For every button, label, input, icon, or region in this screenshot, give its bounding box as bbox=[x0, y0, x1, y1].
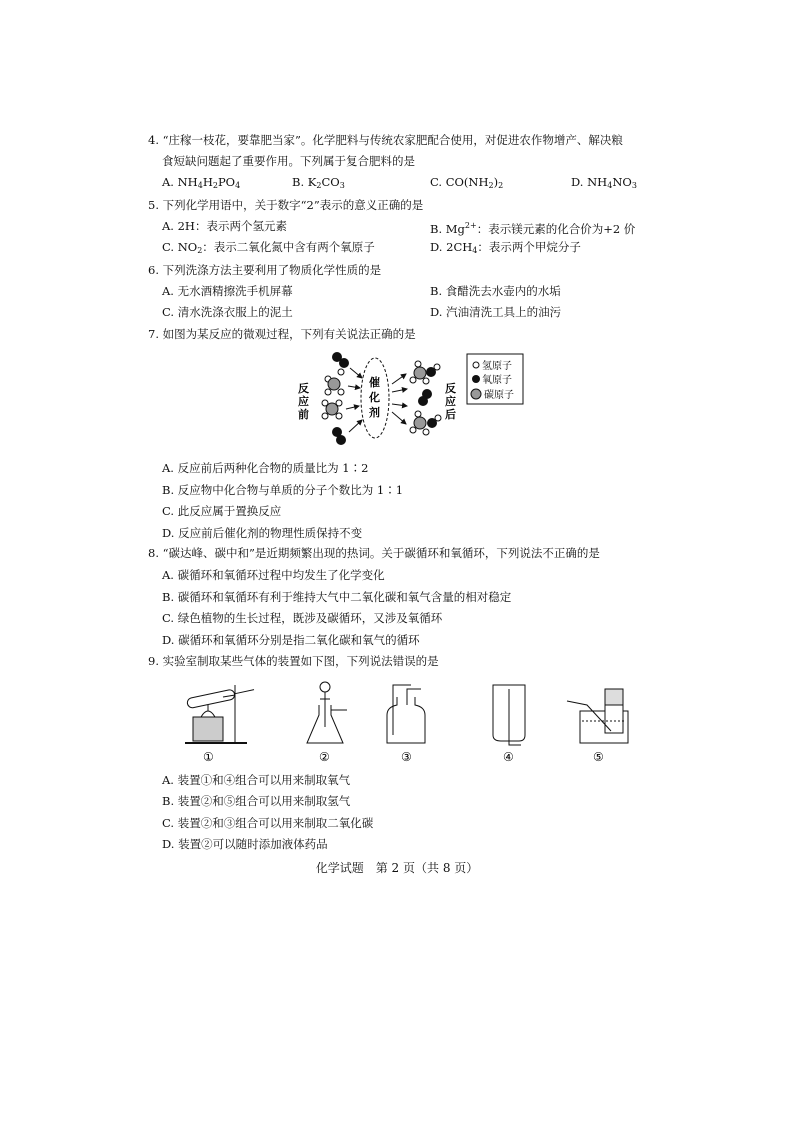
q7-option-a: A. 反应前后两种化合物的质量比为 1∶2 bbox=[162, 461, 369, 475]
reactant-oxygen-molecule-bottom bbox=[332, 427, 346, 445]
q5-option-b: B. $Mg^{2+}$：表示镁元素的化合价为+2 价 bbox=[430, 221, 636, 236]
q9-option-d: D. 装置②可以随时添加液体药品 bbox=[162, 837, 328, 851]
q4-option-d: D. $NH_4NO_3$ bbox=[571, 175, 637, 190]
catalyst-label-1: 催 bbox=[369, 376, 380, 389]
after-label-1: 反 bbox=[445, 382, 456, 395]
apparatus-3-gas-bottle bbox=[387, 685, 425, 743]
q6-option-c: C. 清水洗涤衣服上的泥土 bbox=[162, 305, 293, 319]
q7-option-c: C. 此反应属于置换反应 bbox=[162, 504, 282, 518]
q7-option-d: D. 反应前后催化剂的物理性质保持不变 bbox=[162, 526, 363, 540]
q8-option-b: B. 碳循环和氧循环有利于维持大气中二氧化碳和氧气含量的相对稳定 bbox=[162, 590, 512, 604]
apparatus-3-label: ③ bbox=[401, 750, 412, 764]
q9-option-c: C. 装置②和③组合可以用来制取二氧化碳 bbox=[162, 816, 374, 830]
q4-stem-line1: 4. “庄稼一枝花，要靠肥当家”。化学肥料与传统农家肥配合使用，对促进农作物增产、解决粮 bbox=[148, 133, 623, 147]
q6-option-d: D. 汽油清洗工具上的油污 bbox=[430, 305, 562, 319]
apparatus-5-label: ⑤ bbox=[593, 750, 604, 764]
catalyst-label-3: 剂 bbox=[369, 406, 380, 419]
q6-option-a: A. 无水酒精擦洗手机屏幕 bbox=[162, 284, 293, 298]
q5-stem: 5. 下列化学用语中，关于数字“2”表示的意义正确的是 bbox=[148, 198, 424, 212]
apparatus-4-inverted-bottle bbox=[493, 685, 525, 745]
q7-option-b: B. 反应物中化合物与单质的分子个数比为 1∶1 bbox=[162, 483, 404, 497]
oxygen-atom-icon bbox=[472, 375, 480, 383]
carbon-atom-icon bbox=[471, 389, 481, 399]
q9-apparatus-diagram bbox=[175, 675, 655, 765]
product-oxygen-molecule bbox=[418, 389, 432, 406]
q4-option-b: B. $K_2CO_3$ bbox=[292, 175, 345, 190]
q9-stem: 9. 实验室制取某些气体的装置如下图，下列说法错误的是 bbox=[148, 654, 439, 668]
apparatus-4-label: ④ bbox=[503, 750, 514, 764]
hydrogen-atom-icon bbox=[473, 362, 479, 368]
q8-option-a: A. 碳循环和氧循环过程中均发生了化学变化 bbox=[162, 568, 385, 582]
apparatus-2-label: ② bbox=[319, 750, 330, 764]
q4-option-a: A. $NH_4H_2PO_4$ bbox=[162, 175, 241, 190]
before-label-1: 反 bbox=[298, 382, 309, 395]
before-label-3: 前 bbox=[298, 408, 309, 421]
reactant-methane-molecule-1 bbox=[325, 369, 344, 395]
after-label-3: 后 bbox=[445, 408, 456, 421]
catalyst-label-2: 化 bbox=[369, 391, 380, 404]
q5-option-d: D. $2CH_4$：表示两个甲烷分子 bbox=[430, 240, 581, 255]
q7-stem: 7. 如图为某反应的微观过程，下列有关说法正确的是 bbox=[148, 327, 416, 341]
q5-option-a: A. 2H：表示两个氢元素 bbox=[162, 219, 287, 233]
after-label-2: 应 bbox=[445, 395, 456, 408]
q8-option-d: D. 碳循环和氧循环分别是指二氧化碳和氧气的循环 bbox=[162, 633, 420, 647]
q4-option-c: C. $CO(NH_2)_2$ bbox=[430, 175, 504, 190]
q6-option-b: B. 食醋洗去水壶内的水垢 bbox=[430, 284, 561, 298]
q9-option-a: A. 装置①和④组合可以用来制取氧气 bbox=[162, 773, 351, 787]
apparatus-1-heating-setup bbox=[185, 685, 255, 743]
q9-option-b: B. 装置②和⑤组合可以用来制取氢气 bbox=[162, 794, 351, 808]
before-label-2: 应 bbox=[298, 395, 309, 408]
q8-stem: 8. “碳达峰、碳中和”是近期频繁出现的热词。关于碳循环和氧循环，下列说法不正确的是 bbox=[148, 546, 600, 560]
q6-stem: 6. 下列洗涤方法主要利用了物质化学性质的是 bbox=[148, 263, 382, 277]
q4-stem-line2: 食短缺问题起了重要作用。下列属于复合肥料的是 bbox=[162, 154, 415, 168]
page-footer: 化学试题 第 2 页（共 8 页） bbox=[315, 861, 479, 875]
q8-option-c: C. 绿色植物的生长过程，既涉及碳循环，又涉及氧循环 bbox=[162, 611, 443, 625]
product-methanol-molecule-1 bbox=[410, 361, 440, 384]
legend-carbon: 碳原子 bbox=[484, 390, 514, 401]
q7-reaction-diagram bbox=[292, 348, 532, 448]
reactant-methane-molecule-2 bbox=[322, 400, 342, 419]
product-methanol-molecule-2 bbox=[410, 411, 441, 435]
apparatus-1-label: ① bbox=[203, 750, 214, 764]
reactant-oxygen-molecule-top bbox=[332, 352, 349, 368]
apparatus-2-flask-funnel bbox=[307, 682, 347, 743]
legend-hydrogen: 氢原子 bbox=[482, 361, 512, 372]
apparatus-5-water-trough bbox=[567, 689, 628, 743]
legend-oxygen: 氧原子 bbox=[482, 375, 512, 386]
q5-option-c: C. $NO_2$：表示二氧化氮中含有两个氧原子 bbox=[162, 240, 375, 255]
